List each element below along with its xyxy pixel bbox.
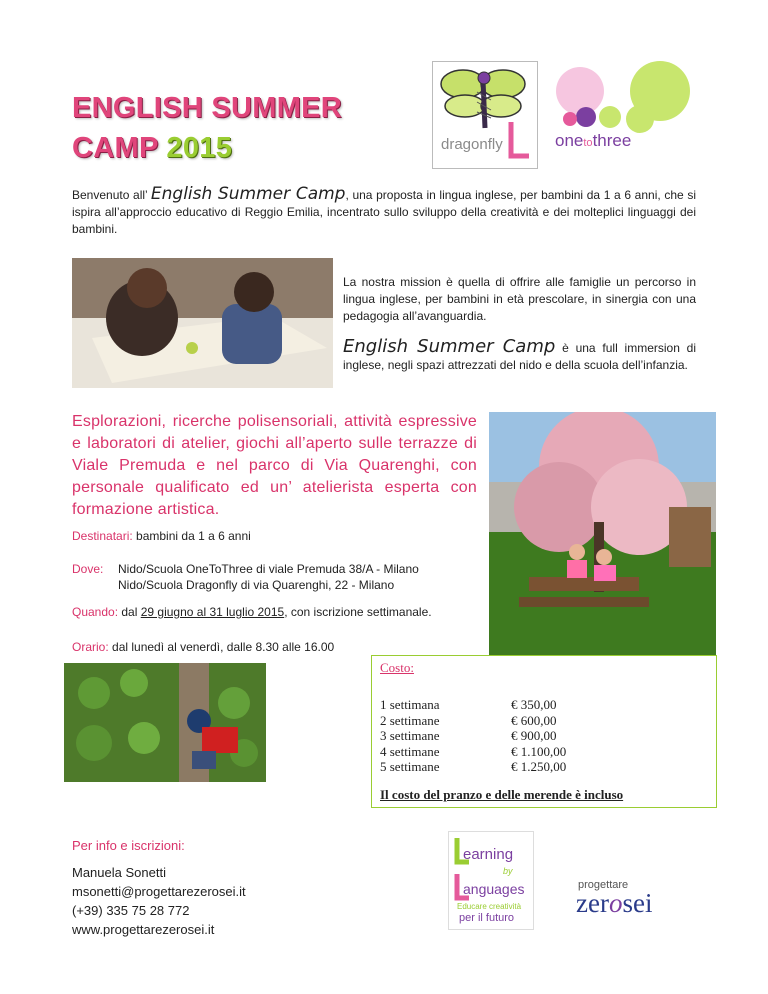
cost-row	[380, 713, 710, 729]
quando-pre: dal	[118, 605, 141, 619]
cost-title: Costo:	[380, 660, 414, 675]
circles-icon	[552, 61, 696, 167]
cost-price: € 1.250,00	[511, 759, 567, 774]
dove-address-2: Nido/Scuola Dragonfly di via Quarenghi, 22 - Milano	[118, 578, 395, 592]
contact-website[interactable]: www.progettarezerosei.it	[72, 922, 215, 937]
learning-languages-logo	[448, 831, 534, 930]
by-text: by	[503, 866, 513, 876]
cost-weeks: 3 settimane	[380, 728, 440, 743]
destinatari-line	[72, 528, 251, 545]
cost-price: € 350,00	[511, 697, 557, 712]
learning-text: earning	[463, 846, 514, 863]
dragonfly-logo	[432, 61, 538, 169]
cost-weeks: 4 settimane	[380, 744, 440, 759]
orario-label: Orario:	[72, 640, 109, 654]
quando-post: , con iscrizione settimanale.	[284, 605, 432, 619]
intro-pre: Benvenuto all’	[72, 188, 151, 202]
contact-name: Manuela Sonetti	[72, 865, 166, 880]
zerosei-zer: zer	[576, 888, 609, 918]
intro-highlight: English Summer Camp	[150, 184, 346, 204]
zerosei-main	[576, 888, 652, 919]
contact-email[interactable]: msonetti@progettarezerosei.it	[72, 884, 246, 899]
destinatari-value: bambini da 1 a 6 anni	[132, 529, 251, 543]
activities-paragraph: Esplorazioni, ricerche polisensoriali, attività espressive e laboratori di atelier, giochi all’aperto sulle terrazze di Viale Premuda e nel parco di Via Quarenghi, con personale qualificato ed un’ atelierista esperta con formazione artistica.	[72, 413, 477, 518]
page-title	[72, 88, 342, 168]
dove-line	[72, 561, 103, 578]
cost-note: Il costo del pranzo e delle merende è incluso	[380, 787, 624, 802]
mission-paragraph: La nostra mission è quella di offrire alle famiglie un percorso in lingua inglese, per bambini in età prescolare, in sinergia con una pedagogia all’avanguardia.	[343, 275, 696, 323]
onetothree-text	[555, 131, 631, 151]
orario-line	[72, 639, 334, 656]
dragonfly-logo-text: dragonfly	[441, 136, 503, 153]
onetothree-to: to	[583, 137, 593, 149]
learning-sub2: per il futuro	[459, 912, 515, 924]
cost-box	[371, 655, 717, 808]
quando-label: Quando:	[72, 605, 119, 619]
zerosei-sei: sei	[622, 888, 653, 918]
onetothree-three: three	[592, 131, 632, 150]
quando-line	[72, 604, 432, 621]
intro-post: , una proposta in lingua inglese, per bambini da 1 a 6 anni, che si ispira all’approccio educativo di Reggio Emilia, incentrato sullo sviluppo della creatività e dei molteplici linguaggi dei bambini.	[72, 188, 696, 236]
garden-child-photo	[64, 663, 266, 782]
quando-dates: 29 giugno al 31 luglio 2015	[140, 605, 285, 619]
zerosei-logo	[576, 879, 700, 919]
dove-address-1: Nido/Scuola OneToThree di viale Premuda 38/A - Milano	[118, 562, 419, 576]
cost-weeks: 5 settimane	[380, 759, 440, 774]
immersion-post: è una full immersion di inglese, negli spazi attrezzati del nido e della scuola dell’infanzia.	[343, 341, 697, 372]
cost-price: € 600,00	[511, 713, 557, 728]
cost-row	[380, 744, 710, 760]
immersion-paragraph	[343, 338, 696, 374]
cost-price: € 900,00	[511, 728, 557, 743]
cost-row	[380, 759, 710, 775]
zerosei-top: progettare	[578, 879, 629, 891]
dove-label: Dove:	[72, 562, 104, 576]
orario-value: dal lunedì al venerdì, dalle 8.30 alle 16.00	[108, 640, 335, 654]
title-camp: CAMP	[72, 132, 159, 164]
onetothree-one: one	[555, 131, 584, 150]
immersion-highlight: English Summer Camp	[343, 336, 556, 357]
cost-row	[380, 728, 710, 744]
cost-price: € 1.100,00	[511, 744, 567, 759]
garden-picnic-photo	[489, 412, 716, 656]
title-line-2	[72, 128, 342, 168]
cost-weeks: 1 settimana	[380, 697, 440, 712]
children-playing-photo	[72, 258, 333, 388]
destinatari-label: Destinatari:	[72, 529, 133, 543]
contact-phone[interactable]: (+39) 335 75 28 772	[72, 903, 190, 918]
onetothree-logo	[552, 61, 696, 167]
contact-block	[72, 836, 246, 939]
title-line-1: ENGLISH SUMMER	[72, 92, 343, 124]
title-year: 2015	[166, 132, 233, 164]
contact-heading: Per info e iscrizioni:	[72, 838, 185, 853]
cost-weeks: 2 settimane	[380, 713, 440, 728]
languages-text: anguages	[463, 881, 525, 897]
zerosei-o: o	[608, 888, 623, 918]
learning-sub1: Educare creatività	[457, 902, 522, 911]
cost-row	[380, 697, 710, 713]
intro-paragraph	[72, 186, 696, 238]
